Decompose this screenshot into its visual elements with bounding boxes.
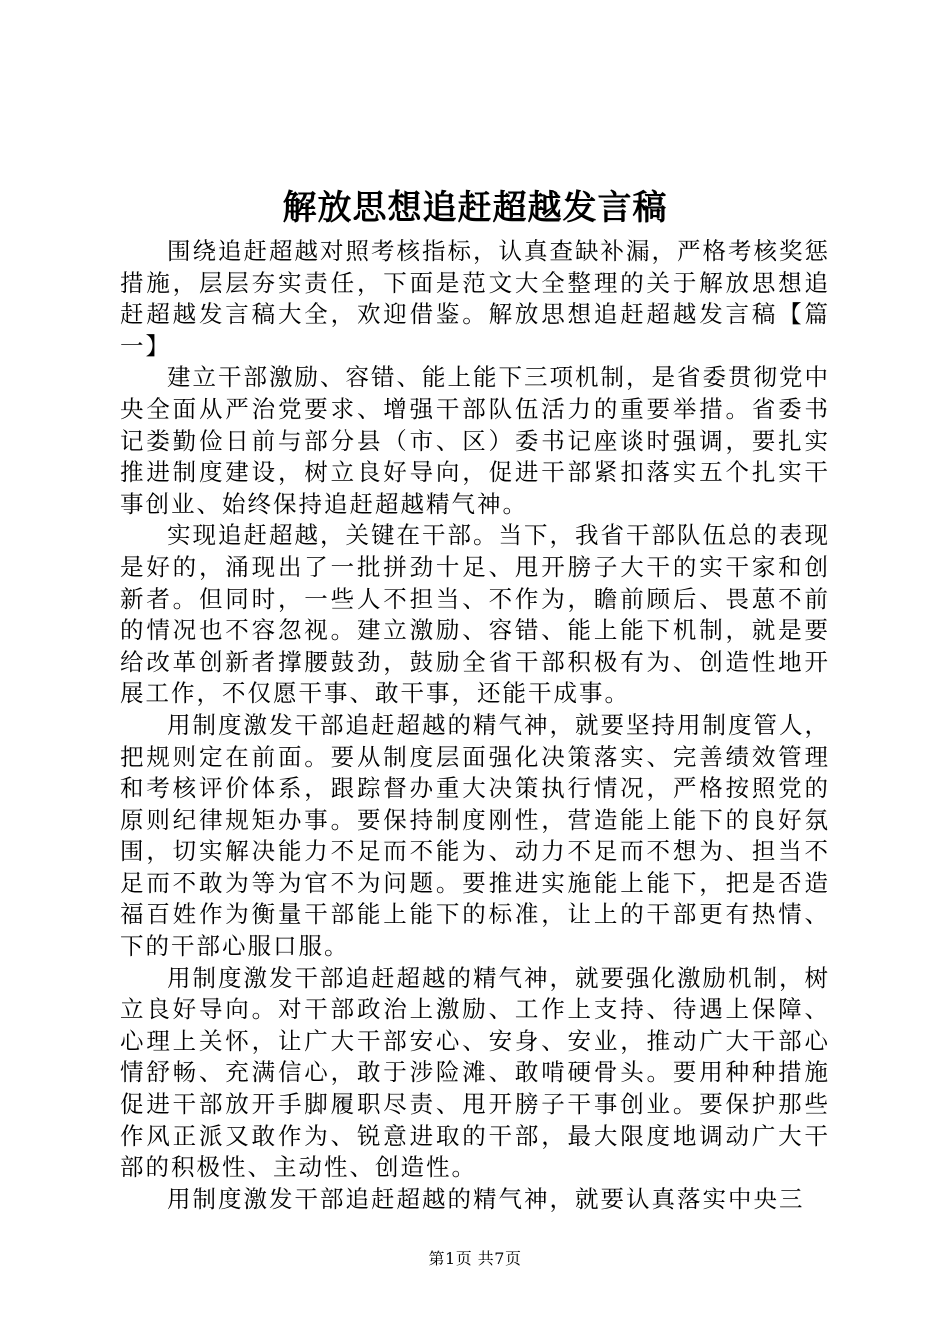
paragraph-5: 用制度激发干部追赶超越的精气神，就要强化激励机制，树立良好导向。对干部政治上激励、工作上支持、待遇上保障、心理上关怀，让广大干部安心、安身、安业，推动广大干部心情舒畅、充满信心，敢于涉险滩、敢啃硬骨头。要用种种措施促进干部放开手脚履职尽责、甩开膀子干事创业。要保护那些作风正派又敢作为、锐意进取的干部，最大限度地调动广大干部的积极性、主动性、创造性。	[120, 963, 830, 1182]
paragraph-4: 用制度激发干部追赶超越的精气神，就要坚持用制度管人，把规则定在前面。要从制度层面强化决策落实、完善绩效管理和考核评价体系，跟踪督办重大决策执行情况，严格按照党的原则纪律规矩办事。要保持制度刚性，营造能上能下的良好氛围，切实解决能力不足而不能为、动力不足而不想为、担当不足而不敢为等为官不为问题。要推进实施能上能下，把是否造福百姓作为衡量干部能上能下的标准，让上的干部更有热情、下的干部心服口服。	[120, 710, 830, 961]
paragraph-1: 围绕追赶超越对照考核指标，认真查缺补漏，严格考核奖惩措施，层层夯实责任，下面是范文大全整理的关于解放思想追赶超越发言稿大全，欢迎借鉴。解放思想追赶超越发言稿【篇一】	[120, 237, 830, 360]
paragraph-3: 实现追赶超越，关键在干部。当下，我省干部队伍总的表现是好的，涌现出了一批拼劲十足、甩开膀子大干的实干家和创新者。但同时，一些人不担当、不作为，瞻前顾后、畏葸不前的情况也不容忽视。建立激励、容错、能上能下机制，就是要给改革创新者撑腰鼓劲，鼓励全省干部积极有为、创造性地开展工作，不仅愿干事、敢干事，还能干成事。	[120, 521, 830, 708]
paragraph-6: 用制度激发干部追赶超越的精气神，就要认真落实中央三	[167, 1184, 805, 1213]
paragraph-2: 建立干部激励、容错、能上能下三项机制，是省委贯彻党中央全面从严治党要求、增强干部队伍活力的重要举措。省委书记娄勤俭日前与部分县（市、区）委书记座谈时强调，要扎实推进制度建设，树立良好导向，促进干部紧扣落实五个扎实干事创业、始终保持追赶超越精气神。	[120, 363, 830, 518]
document-title: 解放思想追赶超越发言稿	[282, 188, 668, 228]
page-number-footer: 第1页 共7页	[428, 1249, 522, 1268]
document-body	[120, 236, 830, 1215]
